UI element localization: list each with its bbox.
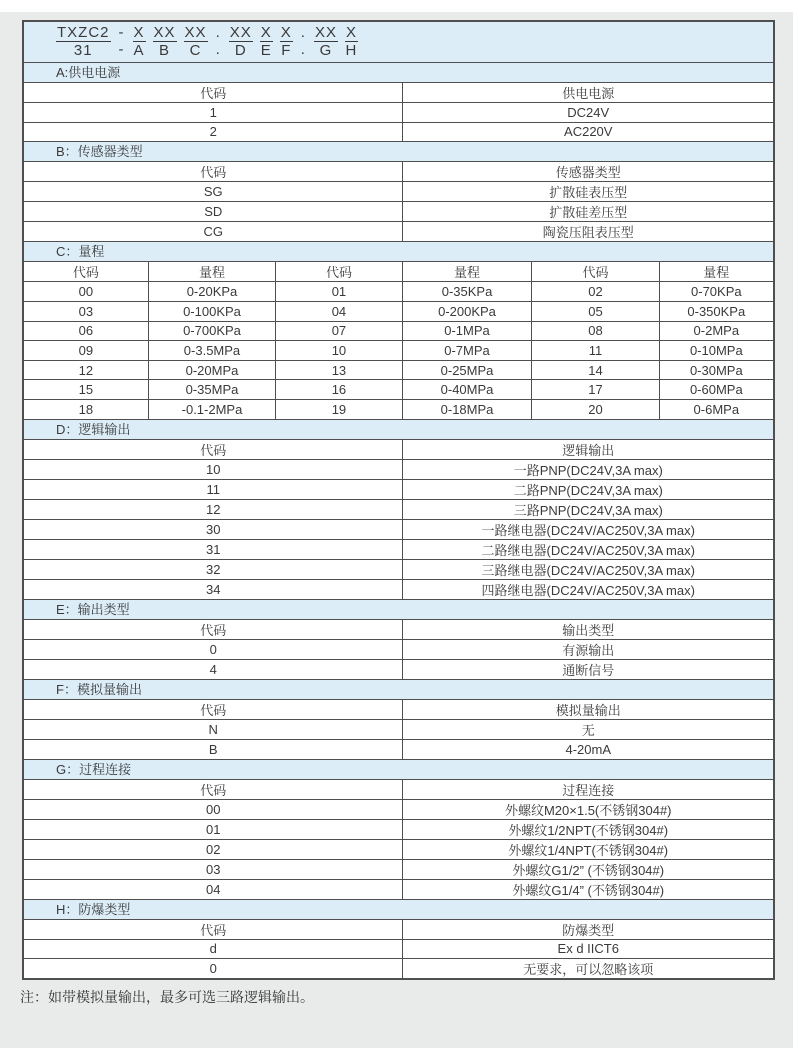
table-row bbox=[24, 479, 773, 499]
table-row bbox=[24, 859, 773, 879]
value-cell: 扩散硅表压型 bbox=[403, 182, 773, 202]
code-cell: B bbox=[24, 739, 403, 759]
section-b-sensor-type bbox=[24, 142, 773, 242]
model-code-segment bbox=[314, 25, 338, 59]
value-cell: 0-200KPa bbox=[402, 302, 532, 322]
code-cell: SD bbox=[24, 202, 403, 222]
model-code-segment bbox=[345, 25, 358, 59]
value-cell: 外螺纹G1/2” (不锈钢304#) bbox=[403, 859, 773, 879]
table-row bbox=[24, 819, 773, 839]
footnote: 注：如带模拟量输出，最多可选三路逻辑输出。 bbox=[20, 989, 314, 1006]
code-cell: 17 bbox=[532, 380, 659, 400]
model-code-mask: XX bbox=[153, 24, 176, 41]
section-table-g-process-connection bbox=[24, 780, 773, 900]
value-cell: 通断信号 bbox=[403, 659, 773, 679]
model-code-segment bbox=[184, 25, 208, 59]
code-cell: 00 bbox=[24, 282, 148, 302]
value-cell: 外螺纹1/4NPT(不锈钢304#) bbox=[403, 839, 773, 859]
table-row bbox=[24, 739, 773, 759]
value-cell: 无 bbox=[403, 719, 773, 739]
value-cell: 四路继电器(DC24V/AC250V,3A max) bbox=[403, 579, 773, 599]
table-row bbox=[24, 103, 773, 123]
model-code-position: G bbox=[319, 42, 333, 59]
value-cell: 0-70KPa bbox=[659, 282, 773, 302]
model-code-mask: X bbox=[345, 24, 357, 41]
table-row bbox=[24, 282, 773, 302]
model-code-mask: X bbox=[133, 24, 145, 41]
column-header: 代码 bbox=[24, 262, 148, 282]
value-cell: 陶瓷压阻表压型 bbox=[403, 222, 773, 242]
column-header: 代码 bbox=[24, 162, 403, 182]
column-header: 代码 bbox=[24, 700, 403, 720]
value-cell: 0-700KPa bbox=[148, 321, 275, 341]
model-code-mask: X bbox=[260, 24, 272, 41]
section-h-explosion-proof-type bbox=[24, 900, 773, 979]
code-cell: 30 bbox=[24, 519, 403, 539]
column-header: 代码 bbox=[24, 920, 403, 940]
header-row bbox=[24, 162, 773, 182]
table-row bbox=[24, 222, 773, 242]
code-cell: 34 bbox=[24, 579, 403, 599]
code-cell: 10 bbox=[24, 459, 403, 479]
table-row bbox=[24, 519, 773, 539]
value-cell: 0-350KPa bbox=[659, 302, 773, 322]
code-cell: SG bbox=[24, 182, 403, 202]
value-cell: 0-1MPa bbox=[402, 321, 532, 341]
column-header: 代码 bbox=[24, 780, 403, 800]
section-table-f-analog-output bbox=[24, 700, 773, 760]
value-cell: 0-6MPa bbox=[659, 400, 773, 420]
column-header: 代码 bbox=[24, 83, 403, 103]
model-code-mask: - bbox=[118, 24, 125, 41]
table-row bbox=[24, 202, 773, 222]
code-cell: 04 bbox=[24, 879, 403, 899]
code-cell: 19 bbox=[276, 400, 403, 420]
table-row bbox=[24, 122, 773, 142]
column-header: 供电电源 bbox=[403, 83, 773, 103]
table-row bbox=[24, 959, 773, 979]
value-cell: 0-18MPa bbox=[402, 400, 532, 420]
table-row bbox=[24, 341, 773, 361]
value-cell: -0.1-2MPa bbox=[148, 400, 275, 420]
column-header: 防爆类型 bbox=[403, 920, 773, 940]
table-row bbox=[24, 799, 773, 819]
header-row bbox=[24, 780, 773, 800]
value-cell: 0-20KPa bbox=[148, 282, 275, 302]
code-cell: 1 bbox=[24, 103, 403, 123]
model-code-mask: XX bbox=[314, 24, 337, 41]
ordering-sections bbox=[24, 63, 773, 978]
code-cell: 32 bbox=[24, 559, 403, 579]
table-row bbox=[24, 579, 773, 599]
value-cell: 0-100KPa bbox=[148, 302, 275, 322]
code-cell: 01 bbox=[24, 819, 403, 839]
code-cell: 09 bbox=[24, 341, 148, 361]
value-cell: 一路继电器(DC24V/AC250V,3A max) bbox=[403, 519, 773, 539]
value-cell: 外螺纹M20×1.5(不锈钢304#) bbox=[403, 799, 773, 819]
code-cell: 11 bbox=[24, 479, 403, 499]
model-code-formula bbox=[24, 22, 773, 63]
table-row bbox=[24, 459, 773, 479]
section-table-e-output-type bbox=[24, 620, 773, 680]
model-code-position: E bbox=[260, 42, 272, 59]
section-title-e-output-type: E：输出类型 bbox=[24, 600, 773, 620]
section-table-a-power-supply bbox=[24, 83, 773, 142]
header-row bbox=[24, 920, 773, 940]
section-c-range bbox=[24, 242, 773, 419]
section-table-c-range bbox=[24, 262, 773, 419]
column-header: 代码 bbox=[276, 262, 403, 282]
value-cell: 二路PNP(DC24V,3A max) bbox=[403, 479, 773, 499]
header-row bbox=[24, 83, 773, 103]
section-title-a-power-supply: A:供电电源 bbox=[24, 63, 773, 83]
code-cell: 07 bbox=[276, 321, 403, 341]
model-code-segment bbox=[118, 25, 126, 58]
table-row bbox=[24, 839, 773, 859]
code-cell: CG bbox=[24, 222, 403, 242]
code-cell: 11 bbox=[532, 341, 659, 361]
value-cell: 0-35KPa bbox=[402, 282, 532, 302]
value-cell: 有源输出 bbox=[403, 639, 773, 659]
table-row bbox=[24, 400, 773, 420]
ordering-guide-table bbox=[22, 20, 775, 980]
header-row bbox=[24, 262, 773, 282]
section-title-c-range: C：量程 bbox=[24, 242, 773, 262]
table-row bbox=[24, 539, 773, 559]
code-cell: 00 bbox=[24, 799, 403, 819]
section-d-logic-output bbox=[24, 420, 773, 600]
code-cell: 18 bbox=[24, 400, 148, 420]
value-cell: 0-2MPa bbox=[659, 321, 773, 341]
model-code-mask: TXZC2 bbox=[57, 24, 110, 41]
value-cell: 0-35MPa bbox=[148, 380, 275, 400]
code-cell: 15 bbox=[24, 380, 148, 400]
model-code-segment bbox=[260, 25, 273, 59]
section-f-analog-output bbox=[24, 680, 773, 760]
code-cell: 03 bbox=[24, 859, 403, 879]
column-header: 量程 bbox=[659, 262, 773, 282]
value-cell: DC24V bbox=[403, 103, 773, 123]
code-cell: 2 bbox=[24, 122, 403, 142]
section-title-g-process-connection: G：过程连接 bbox=[24, 760, 773, 780]
value-cell: 三路PNP(DC24V,3A max) bbox=[403, 499, 773, 519]
section-title-b-sensor-type: B：传感器类型 bbox=[24, 142, 773, 162]
value-cell: 0-30MPa bbox=[659, 360, 773, 380]
model-code-segment bbox=[300, 25, 307, 58]
table-row bbox=[24, 360, 773, 380]
page-background bbox=[0, 12, 793, 1048]
section-table-d-logic-output bbox=[24, 440, 773, 600]
value-cell: 二路继电器(DC24V/AC250V,3A max) bbox=[403, 539, 773, 559]
table-row bbox=[24, 182, 773, 202]
value-cell: 0-3.5MPa bbox=[148, 341, 275, 361]
code-cell: 0 bbox=[24, 639, 403, 659]
section-e-output-type bbox=[24, 600, 773, 680]
section-a-power-supply bbox=[24, 63, 773, 142]
table-row bbox=[24, 321, 773, 341]
section-title-h-explosion-proof-type: H：防爆类型 bbox=[24, 900, 773, 920]
code-cell: 0 bbox=[24, 959, 403, 979]
value-cell: 0-25MPa bbox=[402, 360, 532, 380]
code-cell: 02 bbox=[532, 282, 659, 302]
code-cell: 14 bbox=[532, 360, 659, 380]
column-header: 模拟量输出 bbox=[403, 700, 773, 720]
header-row bbox=[24, 700, 773, 720]
value-cell: 一路PNP(DC24V,3A max) bbox=[403, 459, 773, 479]
table-row bbox=[24, 879, 773, 899]
model-code-mask: . bbox=[215, 24, 221, 41]
model-code-position: B bbox=[159, 42, 171, 59]
section-title-d-logic-output: D：逻辑输出 bbox=[24, 420, 773, 440]
code-cell: 20 bbox=[532, 400, 659, 420]
model-code-mask: X bbox=[280, 24, 292, 41]
value-cell: AC220V bbox=[403, 122, 773, 142]
section-title-f-analog-output: F：模拟量输出 bbox=[24, 680, 773, 700]
code-cell: 13 bbox=[276, 360, 403, 380]
value-cell: 无要求，可以忽略该项 bbox=[523, 962, 654, 978]
table-row bbox=[24, 380, 773, 400]
model-code-mask: XX bbox=[184, 24, 207, 41]
column-header: 量程 bbox=[402, 262, 532, 282]
model-code-segment bbox=[229, 25, 253, 59]
model-code-mask: . bbox=[300, 24, 306, 41]
code-cell: 12 bbox=[24, 360, 148, 380]
header-row bbox=[24, 440, 773, 460]
model-code-position: . bbox=[215, 41, 221, 58]
table-row bbox=[24, 659, 773, 679]
value-cell: 扩散硅差压型 bbox=[403, 202, 773, 222]
value-cell: Ex d IICT6 bbox=[403, 939, 773, 959]
section-g-process-connection bbox=[24, 760, 773, 900]
table-row bbox=[24, 639, 773, 659]
table-row bbox=[24, 499, 773, 519]
column-header: 过程连接 bbox=[403, 780, 773, 800]
column-header: 代码 bbox=[24, 620, 403, 640]
table-row bbox=[24, 302, 773, 322]
value-cell: 0-40MPa bbox=[402, 380, 532, 400]
column-header: 代码 bbox=[24, 440, 403, 460]
value-cell: 0-60MPa bbox=[659, 380, 773, 400]
model-code-position: C bbox=[189, 42, 202, 59]
code-cell: 10 bbox=[276, 341, 403, 361]
section-table-b-sensor-type bbox=[24, 162, 773, 242]
code-cell: 01 bbox=[276, 282, 403, 302]
table-row bbox=[24, 559, 773, 579]
code-cell: 03 bbox=[24, 302, 148, 322]
column-header: 量程 bbox=[148, 262, 275, 282]
code-cell: 16 bbox=[276, 380, 403, 400]
value-cell: 三路继电器(DC24V/AC250V,3A max) bbox=[403, 559, 773, 579]
column-header: 输出类型 bbox=[403, 620, 773, 640]
code-cell: 12 bbox=[24, 499, 403, 519]
code-cell: 05 bbox=[532, 302, 659, 322]
table-row bbox=[24, 939, 773, 959]
value-cell: 0-20MPa bbox=[148, 360, 275, 380]
code-cell: N bbox=[24, 719, 403, 739]
code-cell: 04 bbox=[276, 302, 403, 322]
model-code-position: - bbox=[118, 41, 125, 58]
model-code-position: D bbox=[234, 42, 247, 59]
code-cell: 4 bbox=[24, 659, 403, 679]
model-code-mask: XX bbox=[229, 24, 252, 41]
code-cell: d bbox=[24, 939, 403, 959]
code-cell: 08 bbox=[532, 321, 659, 341]
model-code-position: A bbox=[133, 42, 145, 59]
model-code-position: F bbox=[281, 42, 292, 59]
model-code-segment bbox=[133, 25, 146, 59]
model-code-segment bbox=[56, 25, 111, 59]
code-cell: 31 bbox=[24, 539, 403, 559]
value-cell: 0-10MPa bbox=[659, 341, 773, 361]
model-code-position: H bbox=[345, 42, 358, 59]
column-header: 逻辑输出 bbox=[403, 440, 773, 460]
value-cell: 4-20mA bbox=[403, 739, 773, 759]
model-code-position: 31 bbox=[73, 42, 93, 59]
model-code-position: . bbox=[300, 41, 306, 58]
header-row bbox=[24, 620, 773, 640]
value-cell: 0-7MPa bbox=[402, 341, 532, 361]
section-table-h-explosion-proof-type bbox=[24, 920, 773, 979]
value-cell: 外螺纹1/2NPT(不锈钢304#) bbox=[403, 819, 773, 839]
model-code-segment bbox=[153, 25, 177, 59]
model-code-segment bbox=[280, 25, 293, 59]
model-code-segment bbox=[215, 25, 222, 58]
value-cell: 外螺纹G1/4” (不锈钢304#) bbox=[403, 879, 773, 899]
column-header: 传感器类型 bbox=[403, 162, 773, 182]
code-cell: 02 bbox=[24, 839, 403, 859]
column-header: 代码 bbox=[532, 262, 659, 282]
table-row bbox=[24, 719, 773, 739]
code-cell: 06 bbox=[24, 321, 148, 341]
